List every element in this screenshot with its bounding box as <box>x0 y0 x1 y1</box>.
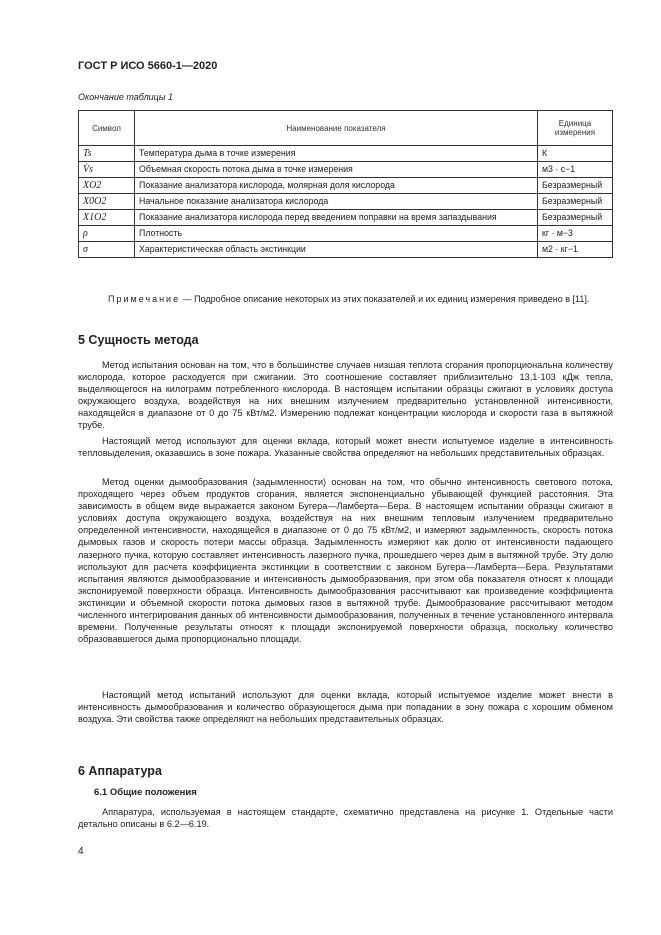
symbol-cell: Ts <box>79 146 135 162</box>
table-note <box>78 293 613 305</box>
note-text: — Подробное описание некоторых из этих показателей и их единиц измерения приведено в [11]. <box>180 294 590 304</box>
table-row <box>79 210 613 226</box>
name-cell: Начальное показание анализатора кислорода <box>135 194 538 210</box>
name-cell: Показание анализатора кислорода перед введением поправки на время запаздывания <box>135 210 538 226</box>
section-5-paragraph-1: Метод испытания основан на том, что в большинстве случаев низшая теплота сгорания пропорциональна количеству кислорода, которое расходуется при сжигании. Это соотношение составляет приблизительно 13,1·103 кДж тепла, выделяющегося на килограмм потребленного кислорода. В настоящем испытании образцы сжигают в условиях доступа окружающего воздуха, воздействуя на них внешним излучением предварительно установленной интенсивности, находящейся в диапазоне от 0 до 75 кВт/м2. Измерению подлежат концентрации кислорода и скорости газа в вытяжной трубе. <box>78 360 613 431</box>
section-5-title: 5 Сущность метода <box>78 333 199 347</box>
symbol-cell: ρ <box>79 226 135 242</box>
symbols-table <box>78 110 613 258</box>
unit-cell: Безразмерный <box>538 178 613 194</box>
section-6-title: 6 Аппаратура <box>78 764 162 778</box>
name-cell: Показание анализатора кислорода, молярная доля кислорода <box>135 178 538 194</box>
table-row <box>79 178 613 194</box>
unit-cell: Безразмерный <box>538 194 613 210</box>
unit-cell: К <box>538 146 613 162</box>
col-header-symbol: Символ <box>79 111 135 146</box>
document-header: ГОСТ Р ИСО 5660-1—2020 <box>78 60 218 72</box>
col-header-unit: Единица измерения <box>538 111 613 146</box>
section-6-1-title: 6.1 Общие положения <box>94 787 197 798</box>
name-cell: Плотность <box>135 226 538 242</box>
symbol-cell: X0O2 <box>79 194 135 210</box>
name-cell: Объемная скорость потока дыма в точке измерения <box>135 162 538 178</box>
symbol-cell: V̇s <box>79 162 135 178</box>
table-row <box>79 162 613 178</box>
table-row <box>79 226 613 242</box>
unit-cell: м2 · кг−1 <box>538 242 613 258</box>
name-cell: Характеристическая область экстинкции <box>135 242 538 258</box>
section-5-paragraph-4: Настоящий метод испытаний используют для оценки вклада, который испытуемое изделие может внести в интенсивность дымообразования и количество образующегося дыма при попадании в зону пожара с хорошим обменом воздуха. Эти свойства также определяют на небольших представительных образцах. <box>78 690 613 725</box>
name-cell: Температура дыма в точке измерения <box>135 146 538 162</box>
col-header-name: Наименование показателя <box>135 111 538 146</box>
section-5-paragraph-3: Метод оценки дымообразования (задымленности) основан на том, что обычно интенсивность светового потока, проходящего через объем продуктов сгорания, является экспоненциально убывающей функцией расстояния. Эта зависимость в общем виде выражается законом Бугера—Ламберта—Бера. В настоящем испытании образцы сжигают в условиях доступа окружающего воздуха, воздействуя на них внешним тепловым излучением предварительно определенной интенсивности, находящейся в диапазоне от 0 до 75 кВт/м2, и измеряют задымленность, скорость потока дымовых газов и скорость потери массы образца. Задымленность измеряют как долю от интенсивности падающего лазерного пучка, которую составляет интенсивность лазерного пучка, прошедшего через дым в вытяжной трубе. Эту долю используют для расчета коэффициента экстинкции в соответствии с законом Бугера—Ламберта—Бера. Результатами испытания являются дымообразование и интенсивность дымообразования, при этом оба показателя относят к площади экспонируемой поверхности образца. Интенсивность дымообразования рассчитывают как произведение коэффициента экстинкции и объемной скорости потока дымовых газов в вытяжной трубе. Дымообразование рассчитывают методом численного интегрирования данных об интенсивности дымообразования, полученных в течение установленного интервала времени. Полученные результаты относят к площади экспонируемой поверхности образца, поскольку количество образовавшегося дыма пропорционально площади. <box>78 477 613 645</box>
unit-cell: Безразмерный <box>538 210 613 226</box>
unit-cell: кг · м−3 <box>538 226 613 242</box>
table-row <box>79 242 613 258</box>
unit-cell: м3 · с−1 <box>538 162 613 178</box>
symbol-cell: σ <box>79 242 135 258</box>
section-6-paragraph-1: Аппаратура, используемая в настоящем стандарте, схематично представлена на рисунке 1. Отдельные части детально описаны в 6.2—6.19. <box>78 807 613 830</box>
page-number: 4 <box>78 846 84 857</box>
symbol-cell: X1O2 <box>79 210 135 226</box>
table-caption: Окончание таблицы 1 <box>78 92 173 102</box>
section-5-paragraph-2: Настоящий метод используют для оценки вклада, который может внести испытуемое изделие в интенсивность тепловыделения, оказавшись в зоне пожара. Указанные свойства определяют на небольших представительных образцах. <box>78 436 613 459</box>
table-row <box>79 146 613 162</box>
symbol-cell: XO2 <box>79 178 135 194</box>
table-row <box>79 194 613 210</box>
note-label: Примечание <box>108 294 181 304</box>
